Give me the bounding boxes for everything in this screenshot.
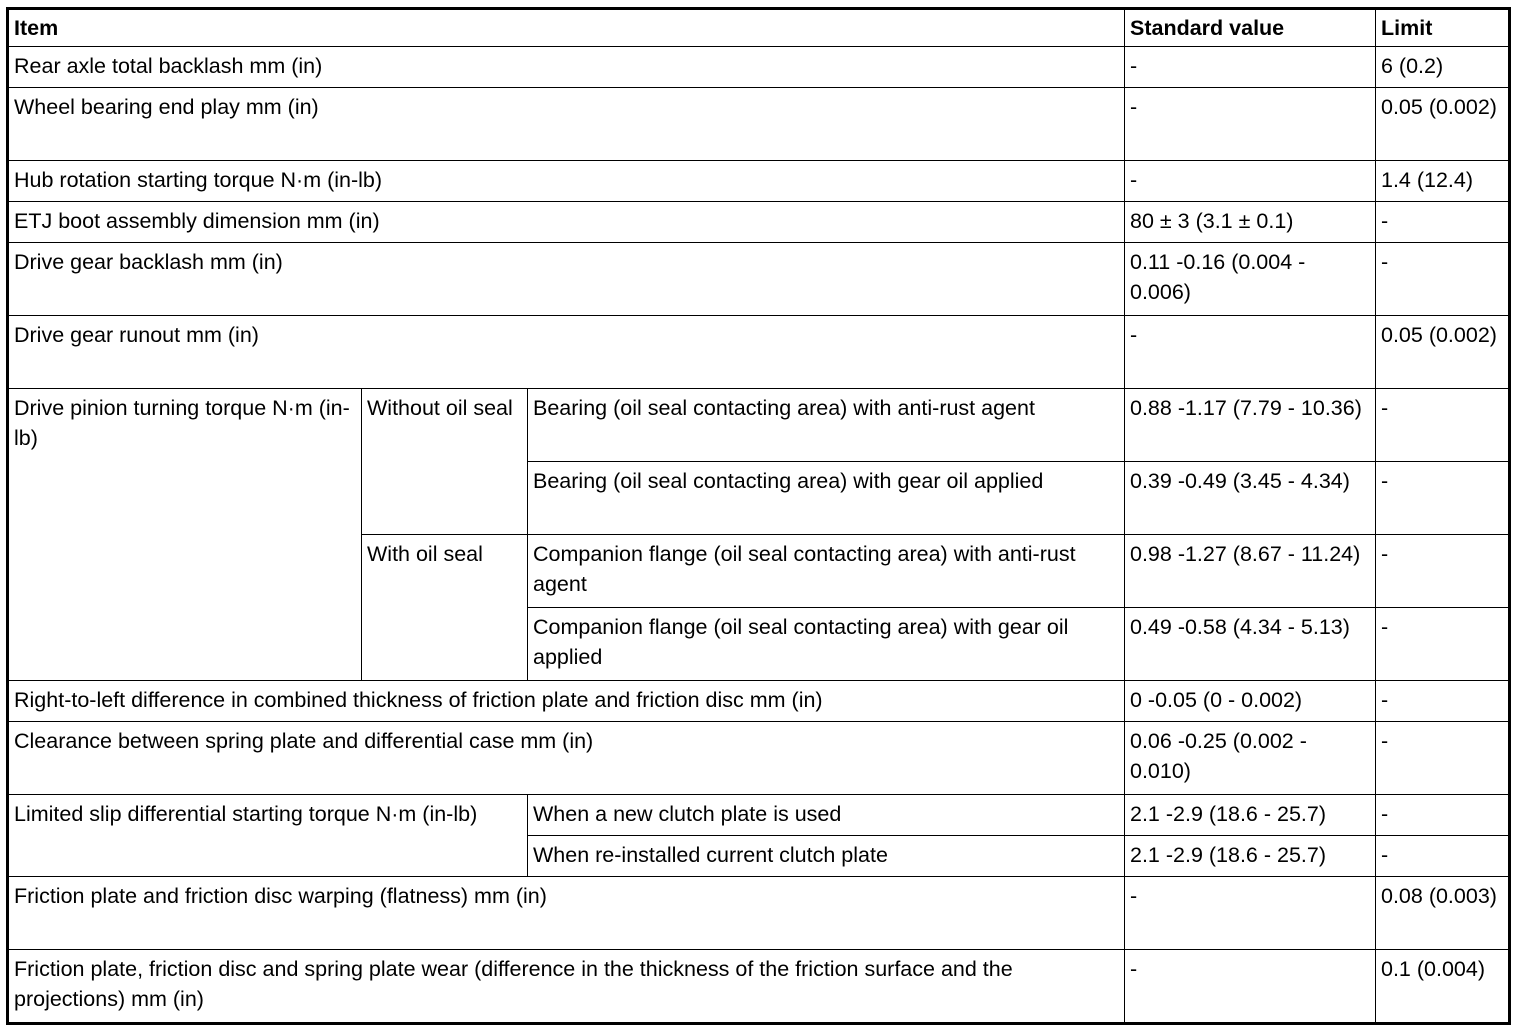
condition-cell: Bearing (oil seal contacting area) with gear oil applied <box>528 462 1125 535</box>
item-cell: Friction plate, friction disc and spring plate wear (difference in the thickness of the friction surface and the projections) mm (in) <box>8 950 1125 1024</box>
standard-value-cell: - <box>1125 877 1376 950</box>
table-row <box>8 681 1510 722</box>
item-cell: Drive gear runout mm (in) <box>8 316 1125 389</box>
table-row <box>8 950 1510 1024</box>
condition-cell: Bearing (oil seal contacting area) with anti-rust agent <box>528 389 1125 462</box>
standard-value-cell: 0.39 -0.49 (3.45 - 4.34) <box>1125 462 1376 535</box>
limit-cell: - <box>1376 722 1510 795</box>
limit-cell: 0.1 (0.004) <box>1376 950 1510 1024</box>
item-cell: Clearance between spring plate and differential case mm (in) <box>8 722 1125 795</box>
standard-value-cell: 0.98 -1.27 (8.67 - 11.24) <box>1125 535 1376 608</box>
table-row <box>8 316 1510 389</box>
limit-cell: - <box>1376 243 1510 316</box>
condition-cell: Companion flange (oil seal contacting area) with anti-rust agent <box>528 535 1125 608</box>
limit-cell: - <box>1376 389 1510 462</box>
limit-cell: 0.08 (0.003) <box>1376 877 1510 950</box>
condition-cell: When re-installed current clutch plate <box>528 836 1125 877</box>
condition-cell: Companion flange (oil seal contacting area) with gear oil applied <box>528 608 1125 681</box>
condition-cell: When a new clutch plate is used <box>528 795 1125 836</box>
item-cell: Rear axle total backlash mm (in) <box>8 47 1125 88</box>
standard-value-cell: - <box>1125 47 1376 88</box>
item-cell: ETJ boot assembly dimension mm (in) <box>8 202 1125 243</box>
limit-cell: - <box>1376 836 1510 877</box>
item-cell: Drive gear backlash mm (in) <box>8 243 1125 316</box>
limit-cell: 0.05 (0.002) <box>1376 88 1510 161</box>
standard-value-cell: 2.1 -2.9 (18.6 - 25.7) <box>1125 795 1376 836</box>
limit-cell: 1.4 (12.4) <box>1376 161 1510 202</box>
table-row <box>8 202 1510 243</box>
item-cell: Drive pinion turning torque N·m (in-lb) <box>8 389 362 681</box>
limit-cell: - <box>1376 202 1510 243</box>
table-row <box>8 243 1510 316</box>
header-standard-value: Standard value <box>1125 9 1376 47</box>
header-limit: Limit <box>1376 9 1510 47</box>
standard-value-cell: 0 -0.05 (0 - 0.002) <box>1125 681 1376 722</box>
standard-value-cell: - <box>1125 316 1376 389</box>
table-row <box>8 88 1510 161</box>
limit-cell: - <box>1376 795 1510 836</box>
item-cell: Friction plate and friction disc warping (flatness) mm (in) <box>8 877 1125 950</box>
standard-value-cell: 2.1 -2.9 (18.6 - 25.7) <box>1125 836 1376 877</box>
standard-value-cell: 0.88 -1.17 (7.79 - 10.36) <box>1125 389 1376 462</box>
table-row <box>8 47 1510 88</box>
table-row <box>8 389 1510 462</box>
header-item: Item <box>8 9 1125 47</box>
item-cell: Right-to-left difference in combined thickness of friction plate and friction disc mm (in) <box>8 681 1125 722</box>
item-cell: Wheel bearing end play mm (in) <box>8 88 1125 161</box>
limit-cell: - <box>1376 462 1510 535</box>
table-row <box>8 161 1510 202</box>
standard-value-cell: 0.06 -0.25 (0.002 - 0.010) <box>1125 722 1376 795</box>
specification-table <box>6 7 1511 1025</box>
item-cell: Hub rotation starting torque N·m (in-lb) <box>8 161 1125 202</box>
limit-cell: - <box>1376 608 1510 681</box>
standard-value-cell: - <box>1125 161 1376 202</box>
limit-cell: - <box>1376 681 1510 722</box>
table-row <box>8 722 1510 795</box>
standard-value-cell: - <box>1125 950 1376 1024</box>
standard-value-cell: - <box>1125 88 1376 161</box>
table-row <box>8 795 1510 836</box>
sub-item-cell: Without oil seal <box>362 389 528 535</box>
limit-cell: - <box>1376 535 1510 608</box>
standard-value-cell: 0.11 -0.16 (0.004 - 0.006) <box>1125 243 1376 316</box>
standard-value-cell: 80 ± 3 (3.1 ± 0.1) <box>1125 202 1376 243</box>
header-row <box>8 9 1510 47</box>
sub-item-cell: With oil seal <box>362 535 528 681</box>
item-cell: Limited slip differential starting torque N·m (in-lb) <box>8 795 528 877</box>
limit-cell: 6 (0.2) <box>1376 47 1510 88</box>
limit-cell: 0.05 (0.002) <box>1376 316 1510 389</box>
table-row <box>8 877 1510 950</box>
standard-value-cell: 0.49 -0.58 (4.34 - 5.13) <box>1125 608 1376 681</box>
